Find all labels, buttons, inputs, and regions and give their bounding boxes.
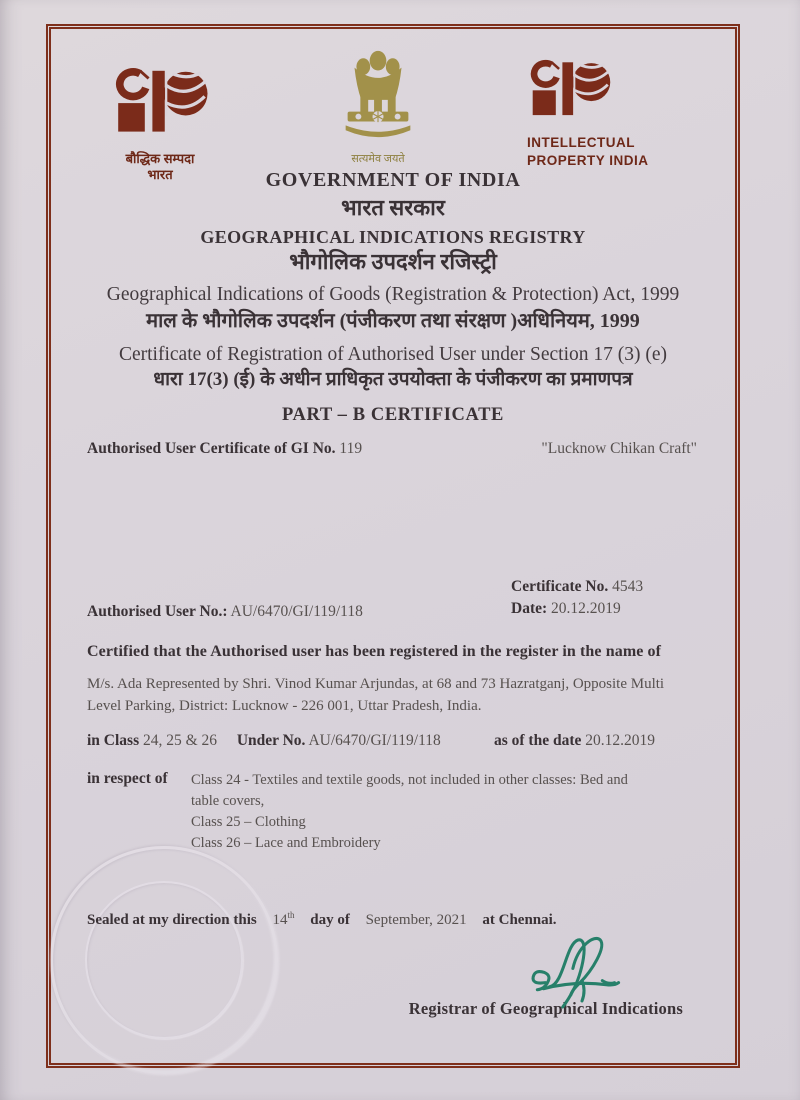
registrar-title: Registrar of Geographical Indications: [408, 998, 683, 1018]
title-gi-registry: GEOGRAPHICAL INDICATIONS REGISTRY: [200, 226, 586, 247]
under-no-label: Under No.: [236, 731, 306, 749]
ip-india-logo-icon: [527, 59, 611, 125]
certificate-number-label: Certificate No.: [511, 577, 609, 595]
title-gi-act-hindi: माल के भौगोलिक उपदर्शन (पंजीकरण तथा संरक्षण )अधिनियम, 1999: [146, 310, 640, 333]
sealed-day-ordinal: th: [287, 909, 295, 920]
holder-name-address: M/s. Ada Represented by Shri. Vinod Kumar Arjundas, at 68 and 73 Hazratganj, Opposite Multi Level Parking, District: Lucknow - 226 001, Uttar Pradesh, India.: [87, 675, 665, 715]
certificate-number-value: 4543: [612, 577, 644, 595]
title-government-of-india: GOVERNMENT OF INDIA: [265, 169, 521, 191]
class-24-description: Class 24 - Textiles and textile goods, not included in other classes: Bed and table covers,: [191, 771, 628, 809]
title-gi-registry-hindi: भौगोलिक उपदर्शन रजिस्ट्री: [289, 248, 497, 274]
under-no-value: AU/6470/GI/119/118: [308, 731, 441, 749]
left-logo-caption-line1: बौद्धिक सम्पदा: [125, 151, 195, 166]
in-respect-of-label: in respect of: [87, 769, 168, 787]
in-respect-of-block: [87, 770, 699, 854]
as-of-date-line: [494, 732, 655, 750]
class-descriptions: [191, 770, 699, 854]
gi-number-label: Authorised User Certificate of GI No.: [87, 439, 336, 457]
class-26-description: Class 26 – Lace and Embroidery: [191, 834, 381, 851]
signature-block: [87, 939, 699, 1039]
registrar-signature-icon: [515, 929, 647, 1017]
ashoka-emblem-icon: [332, 47, 424, 145]
national-emblem: [313, 47, 443, 166]
sealed-statement: [87, 910, 699, 929]
gi-number-value: 119: [339, 439, 363, 457]
in-class-label: in Class: [87, 731, 140, 749]
certificate-number-row: [87, 576, 699, 621]
class-row: [87, 732, 699, 750]
date-label: Date:: [511, 600, 548, 618]
gi-number-row: [87, 440, 699, 458]
certificate-border-frame: [46, 24, 740, 1068]
sealed-day: 14th: [272, 909, 295, 928]
authorised-user-number: AU/6470/GI/119/118: [230, 602, 363, 620]
class-numbers: 24, 25 & 26: [143, 731, 218, 749]
ip-india-logo-right: [527, 59, 699, 170]
certificate-number-block: [511, 576, 699, 621]
gi-number-line: [87, 440, 362, 458]
class-under-line: [87, 732, 494, 750]
ip-india-logo-icon: [112, 67, 208, 143]
authorised-user-line: [87, 603, 363, 621]
sealed-place: at Chennai.: [482, 911, 557, 928]
title-part-b: PART – B CERTIFICATE: [282, 404, 504, 425]
authorised-user-label: Authorised User No.:: [87, 602, 228, 620]
as-of-date-label: as of the date: [493, 731, 582, 749]
ip-india-logo-left: [91, 67, 229, 182]
certified-statement: Certified that the Authorised user has been registered in the register in the name of: [87, 642, 662, 660]
title-certificate-section: Certificate of Registration of Authorised User under Section 17 (3) (e): [118, 344, 667, 366]
title-government-of-india-hindi: भारत सरकार: [341, 195, 445, 220]
right-logo-caption-line1: INTELLECTUAL: [527, 135, 635, 150]
left-logo-caption-line2: भारत: [147, 166, 173, 182]
emblem-motto: सत्यमेव जयते: [351, 153, 405, 165]
title-gi-act: Geographical Indications of Goods (Registration & Protection) Act, 1999: [106, 284, 680, 306]
sealed-month-year: September, 2021: [365, 911, 467, 928]
sealed-day-of: day of: [310, 911, 350, 928]
title-certificate-section-hindi: धारा 17(3) (ई) के अधीन प्राधिकृत उपयोक्ता के पंजीकरण का प्रमाणपत्र: [153, 369, 633, 391]
as-of-date-value: 20.12.2019: [585, 731, 655, 749]
right-logo-caption-line2: PROPERTY INDIA: [527, 153, 649, 169]
date-value: 20.12.2019: [551, 600, 621, 618]
class-25-description: Class 25 – Clothing: [191, 813, 306, 830]
gi-name: "Lucknow Chikan Craft": [541, 439, 697, 457]
sealed-prefix: Sealed at my direction this: [87, 911, 257, 928]
